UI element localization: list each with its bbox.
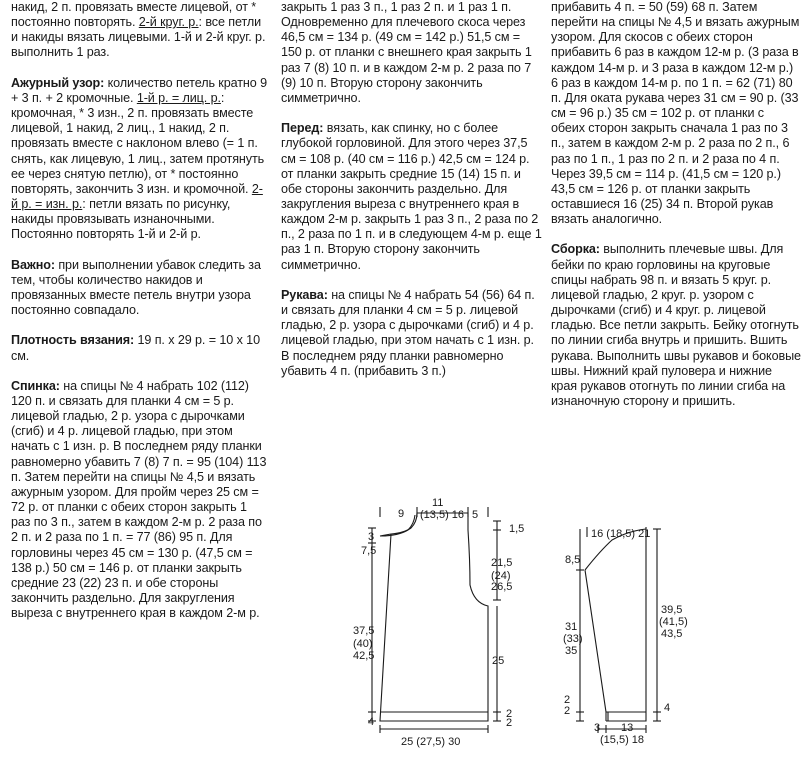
dim-label: 2 [564,694,571,706]
section-heading: Важно: [11,257,55,272]
dim-label: 2 [564,705,571,717]
paragraph-continued [551,0,801,227]
dim-label: (33) [563,633,583,645]
dim-label: 37,5 [353,625,375,637]
paragraph-important [11,258,267,319]
paragraph-continued [281,0,543,106]
text-column-3 [551,0,801,424]
dim-label: 42,5 [353,650,375,662]
underlined-term: 1-й р. = лиц. р. [136,90,221,105]
section-heading: Ажурный узор: [11,75,105,90]
dim-label: 5 [472,509,479,521]
text-column-2 [281,0,543,394]
text: 19 п. х 29 р. = 10 х 10 см. [11,333,260,363]
body-outline [380,513,488,721]
paragraph-assembly [551,242,801,409]
section-heading: Плотность вязания: [11,333,135,348]
paragraph-ajur [11,76,267,243]
dim-label: 3 [594,722,601,734]
dim-label: 9 [398,508,405,520]
section-heading: Рукава: [281,287,328,302]
dim-label: 4 [368,716,375,728]
text: количество петель кратно 9 + 3 п. + 2 кромочные. [11,75,267,105]
text: на спицы № 4 набрать 54 (56) 64 п. и связать для планки 4 см = 5 р. лицевой гладью, 2 р. узора с дырочками (сгиб) и 4 р. лицевой гладью, при этом начать с 1 изн. р. В последнем ряду планки равномерно убавить 4 п. (прибавить 3 п.) [281,287,535,378]
underlined-term: 2-й круг. р. [138,15,199,30]
dim-label: 39,5 [661,604,683,616]
section-heading: Сборка: [551,242,600,257]
text: прибавить 4 п. = 50 (59) 68 п. Затем перейти на спицы № 4,5 и вязать ажурным узором. Для скосов с обеих сторон прибавить 6 раз в каждом 12-м р. (3 раза в каждом 14-м р. и 3 раза в каждом 12-м р.) 6 раз в каждом 14-м р. по 1 п. = 62 (71) 80 п. Для оката рукава через 31 см = 90 р. (33 см = 96 р.) 35 см = 102 р. от планки с обеих сторон закрыть сначала 1 раз по 3 п., затем в каждом 2-м р. 2 раза по 2 п., 6 раз по 1 п., 1 раз по 2 п. и 2 раза по 4 п. Через 39,5 см = 114 р. (41,5 см = 120 р.) 43,5 см = 126 р. от планки закрыть оставшиеся 16 (25) 34 п. Второй рукав вязать аналогично. [551,0,800,227]
dim-label: 2 [506,708,513,720]
paragraph-density [11,333,267,363]
text: на спицы № 4 набрать 102 (112) 120 п. и связать для планки 4 см = 5 р. лицевой гладью, 2 р. узора с дырочками (сгиб) и 4 р. лицевой гладью, при этом начать с 1 изн. р. В последнем ряду планки равномерно убавить 7 (8) 7 п. = 95 (104) 113 п. Затем перейти на спицы № 4,5 и вязать ажурным узором. Для пройм через 25 см = 72 р. от планки с обеих сторон закрыть 1 раз по 3 п., затем в каждом 2-м р. 2 раза по 2 п. и 2 раза по 1 п. = 77 (86) 95 п. Для горловины через 45 см = 130 р. (47,5 см = 138 р.) 50 см = 146 р. от планки закрыть средние 23 (22) 23 п. и обе стороны закончить раздельно. Для закругления выреза с внутреннего края в каждом 2-м р. [11,378,267,621]
dim-label: 13 [621,722,634,734]
dim-label: 43,5 [661,628,683,640]
text: закрыть 1 раз 3 п., 1 раз 2 п. и 1 раз 1 п. Одновременно для плечевого скоса через 46,5 см = 134 р. (49 см = 142 р.) 51,5 см = 150 р. от планки с внешнего края закрыть 1 раз 7 (8) 10 п. и в каждом 2-м р. 2 раза по 7 (9) 10 п. Вторую сторону закончить симметрично. [281,0,532,105]
dim-label: (13,5) 16 [420,509,465,521]
dim-label: 31 [565,621,578,633]
dim-label: 16 (18,5) 21 [591,528,651,540]
paragraph-front [281,121,543,273]
paragraph-back [11,379,267,622]
dim-label: 25 [492,655,505,667]
text: вязать, как спинку, но с более глубокой горловиной. Для этого через 37,5 см = 108 р. (40 см = 116 р.) 42,5 см = 124 р. от планки закрыть средние 15 (14) 15 п. и обе стороны закончить раздельно. Для закругления выреза с внутреннего края в каждом 2-м р. закрыть 1 раз 3 п., 2 раза по 2 п., 2 раза по 1 п. и в следующем 4-м р. еще 1 раз 1 п. Вторую сторону закончить симметрично. [281,121,542,272]
dim-label: 2 [506,717,513,729]
dim-label: 21,5 [491,557,513,569]
text: : все петли и накиды вязать лицевыми. 1-й и 2-й круг. р. выполнить 1 раз. [11,15,266,60]
dim-label: 3 [368,531,375,543]
dim-label: 35 [565,645,578,657]
text: : кромочная, * 3 изн., 2 п. провязать вместе лицевой, 1 накид, 2 лиц., 1 накид, 2 п. провязать вместе с наклоном влево (= 1 п. снять, как лицевую, 1 лиц., затем протянуть ее через снятую петлю), от * постоянно повторять, закончить 3 изн. и кромочной. [11,90,265,196]
dim-label: (41,5) [659,616,688,628]
text: накид, 2 п. провязать вместе лицевой, от * постоянно повторять. [11,0,257,30]
paragraph-continued [11,0,267,61]
text: выполнить плечевые швы. Для бейки по краю горловины на круговые спицы набрать 98 п. и вязать 5 круг. р. лицевой гладью, 2 круг. р. узором с дырочками (сгиб) и 4 круг. р. лицевой гладью. Все петли закрыть. Бейку отогнуть по линии сгиба внутрь и пришить. Вшить рукава. Выполнить швы рукавов и боковые швы. Нижний край пуловера и нижние края рукавов отогнуть по линии сгиба на изнаночную сторону и пришить. [551,242,801,409]
dim-label: 11 [432,497,444,509]
text: : петли вязать по рисунку, накиды провязывать изнаночными. Постоянно повторять 1-й и 2-й р. [11,197,231,242]
dim-label: (24) [491,570,511,582]
dim-label: 4 [664,702,671,714]
dim-label: 1,5 [509,523,525,535]
dim-label: 26,5 [491,581,513,593]
text-column-1 [11,0,267,636]
paragraph-sleeves [281,288,543,379]
dim-label: 25 (27,5) 30 [401,736,461,748]
neckline-back [380,515,415,536]
dim-label: (40) [353,638,373,650]
dim-label: (15,5) 18 [600,734,645,746]
underlined-term: 2-й р. = изн. р. [11,181,263,212]
section-heading: Перед: [281,121,324,136]
dim-label: 7,5 [361,545,377,557]
text: при выполнении убавок следить за тем, чтобы количество накидов и провязанных вместе петель внутри узора постоянно совпадало. [11,257,261,318]
dim-label: 8,5 [565,554,581,566]
section-heading: Спинка: [11,378,60,393]
sleeve-outline [585,529,646,721]
